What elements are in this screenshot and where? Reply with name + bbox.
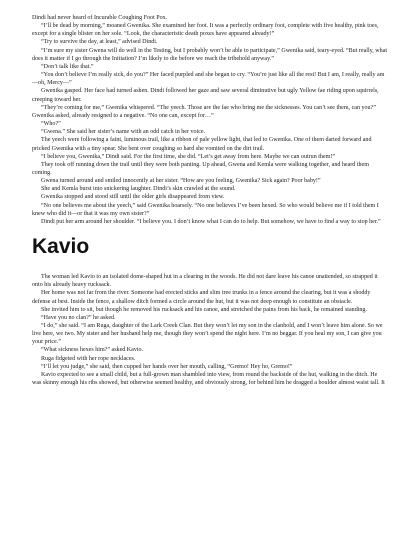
paragraph: “Who?”: [41, 121, 61, 128]
paragraph: Gwenika gasped. Her face had turned ashen. Dindi followed her gaze and saw several diminutive but ugly Yellow fae riding upon squirrels, creeping toward her.: [32, 88, 379, 103]
paragraph: “Have you no clan?” he asked.: [41, 314, 116, 321]
paragraph: Gwena turned around and smiled innocently at her sister. “How are you feeling, Gwenika? Sick again? Poor baby!”: [41, 178, 321, 185]
paragraph: “Gwena.” She said her sister’s name with an odd catch in her voice.: [41, 129, 206, 136]
paragraph: Kavio expected to see a small child, but a full-grown man shambled into view, from round the backside of the hut, walking in the ditch. He was skinny enough his ribs showed, but otherwise seemed healthy, and obviously strong, for behind him he dragged a boulder almost waist tall. It: [32, 371, 385, 387]
paragraph: “I’ll be dead by morning,” moaned Gwenika. She examined her foot. It was a perfectly ordinary foot, complete with five healthy, pink toes, except for a single blister on her sole. “Look, the characteristic death poxes have appeared already!”: [32, 23, 379, 38]
paragraph: “Try to survive the day, at least,” advised Dindi.: [41, 39, 158, 46]
paragraph: Dindi had never heard of Incurable Coughing Foot Pox.: [32, 15, 168, 21]
paragraph: “I do,” she said. “I am Ruga, daughter of the Lark Creek Clan. But they won’t let my son in the clanhold, and I won’t leave him alone. So we live here, we two. My sister and her husband help me, though they won’t spend the night here. I’m no beggar. If you heal my son, I can give you your price.”: [32, 323, 383, 346]
paragraph: They took off running down the trail until they were both panting. Up ahead, Gwena and Kemla were walking together, and heard them coming.: [32, 161, 369, 176]
paragraph: “You don’t believe I’m really sick, do you?” Her faced purpled and she began to cry. “You’re just like all the rest! But I am, I really, really am—oh, Mercy—”: [32, 72, 385, 87]
section-kavio: [32, 273, 388, 387]
paragraph: The yeech were following a faint, luminous trail, like a ribbon of pale yellow light, that led to Gwenika. One of them darted forward and pricked Gwenika with a tiny spear. She bent over coughing so hard she vomited on the dirt trail.: [32, 137, 372, 152]
paragraph: “No one believes me about the yeech,” said Gwenika hoarsely. “No one believes I’ve been hexed. So who would believe me if I told them I knew who did it—or that it was my own sister?”: [32, 202, 379, 217]
paragraph: The woman led Kavio to an isolated dome-shaped hut in a clearing in the woods. He did not dare leave his canoe unattended, so strapped it onto his already heavy rucksack.: [32, 274, 378, 289]
section-dindi: [32, 14, 388, 226]
paragraph: “I’ll let you judge,” she said, then cupped her hands over her mouth, calling, “Gremo! Hey ho, Gremo!”: [41, 363, 293, 370]
paragraph: “I believe you, Gwenika,” Dindi said. For the first time, she did. “Let’s get away from here. Maybe we can outrun them!”: [41, 153, 336, 160]
paragraph: Gwenika stopped and stood still until the older girls disappeared from view.: [41, 194, 225, 201]
paragraph: “Don’t talk like that.”: [41, 63, 94, 70]
paragraph: “What sickness hexes him?” asked Kavio.: [41, 347, 144, 354]
paragraph: Her home was not far from the river. Someone had erected sticks and slim tree trunks in a fence around the clearing, but it was a shoddy defense at best. Inside the fence, a shallow ditch formed a circle around the hut, but it was not deep enough to constitute an obstacle.: [32, 290, 371, 305]
chapter-heading: Kavio: [32, 235, 90, 259]
paragraph: “I’m sure my sister Gwena will do well in the Testing, but I probably won’t be able to participate,” Gwenika said, teary-eyed. “But really, what does it matter if I go through the Initiation? I’m likely to die before we reach the tribehold anyway.”: [32, 47, 388, 62]
paragraph: “They’re coming for me,” Gwenika whispered. “The yeech. Those are the fae who bring me the sicknesses. You can’t see them, can you?” Gwenika asked, already resigned to a negative. “No one can, except for…”: [32, 104, 376, 119]
paragraph: Ruga fidgeted with her rope necklaces.: [41, 355, 136, 362]
paragraph: Dindi put her arm around her shoulder. “I believe you. I don’t know what I can do to help. But somehow, we have to find a way to stop her.”: [41, 218, 381, 225]
paragraph: She and Kemla burst into snickering laughter. Dindi’s skin crawled at the sound.: [41, 186, 236, 193]
paragraph: She invited him to sit, but though he removed his rucksack and his canoe, and stretched the pains from his back, he remained standing.: [41, 306, 367, 313]
